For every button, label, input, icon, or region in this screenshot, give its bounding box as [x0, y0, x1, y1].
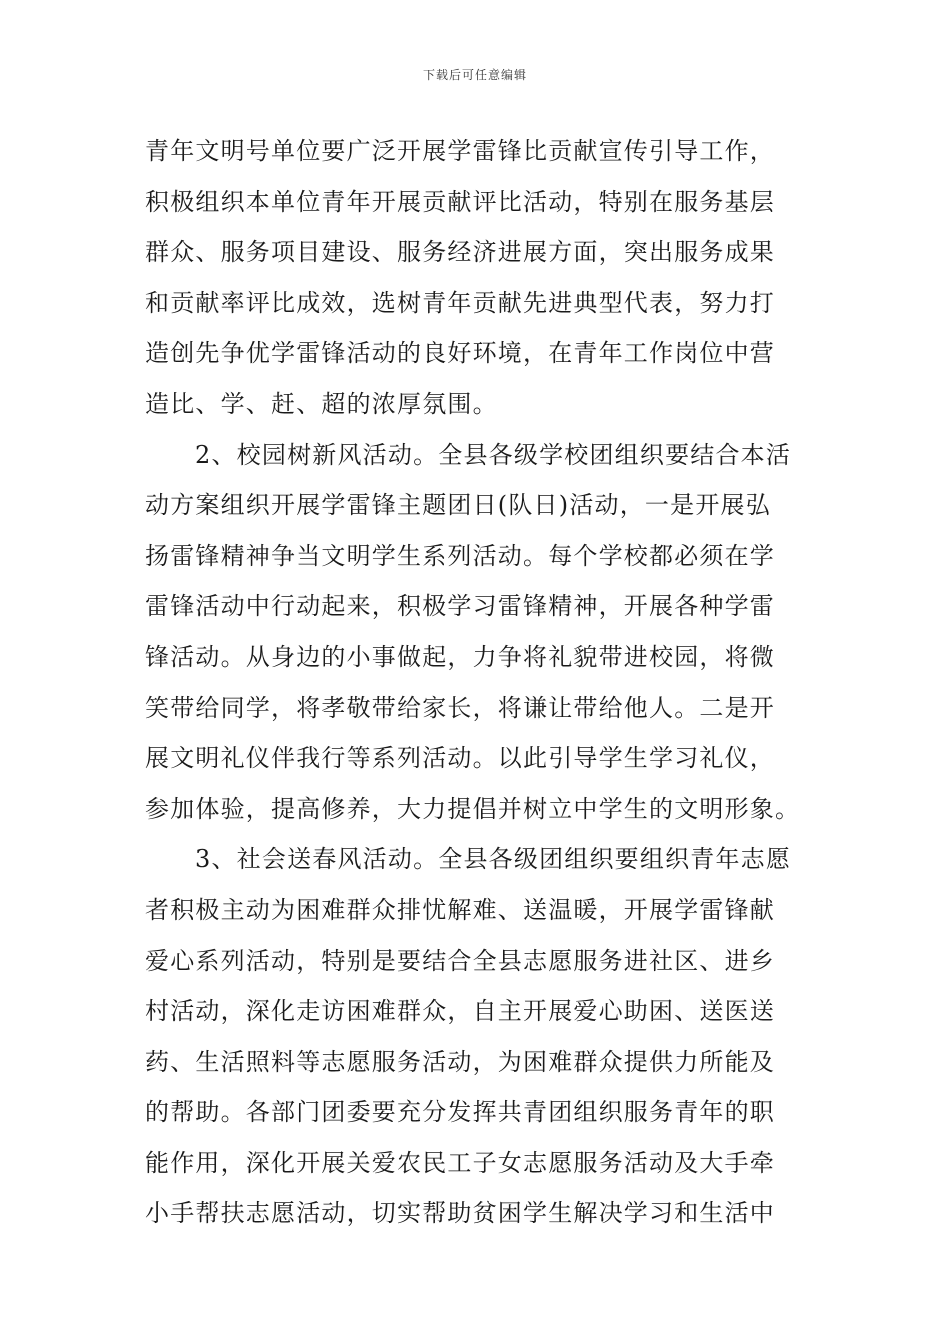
text-line: 锋活动。从身边的小事做起，力争将礼貌带进校园，将微 — [145, 642, 775, 671]
text-line: 和贡献率评比成效，选树青年贡献先进典型代表，努力打 — [145, 288, 775, 317]
text-line: 参加体验，提高修养，大力提倡并树立中学生的文明形象。 — [145, 794, 801, 823]
text-line: 展文明礼仪伴我行等系列活动。以此引导学生学习礼仪， — [145, 744, 775, 773]
text-line: 能作用，深化开展关爱农民工子女志愿服务活动及大手牵 — [145, 1148, 775, 1177]
paragraph-start-line: 2、校园树新风活动。全县各级学校团组织要结合本活 — [195, 440, 792, 469]
text-line: 积极组织本单位青年开展贡献评比活动，特别在服务基层 — [145, 187, 775, 216]
text-line: 爱心系列活动，特别是要结合全县志愿服务进社区、进乡 — [145, 946, 775, 975]
paragraph-start-line: 3、社会送春风活动。全县各级团组织要组织青年志愿 — [195, 845, 792, 874]
header-note: 下载后可任意编辑 — [422, 68, 527, 82]
text-line: 青年文明号单位要广泛开展学雷锋比贡献宣传引导工作， — [145, 137, 775, 165]
text-line: 造比、学、赶、超的浓厚氛围。 — [145, 389, 498, 418]
text-line: 者积极主动为困难群众排忧解难、送温暖，开展学雷锋献 — [145, 895, 775, 924]
text-line: 村活动，深化走访困难群众，自主开展爱心助困、送医送 — [145, 997, 775, 1026]
text-line: 造创先争优学雷锋活动的良好环境，在青年工作岗位中营 — [145, 339, 775, 368]
text-line: 群众、服务项目建设、服务经济进展方面，突出服务成果 — [145, 238, 775, 267]
document-body — [145, 126, 810, 1239]
text-line: 扬雷锋精神争当文明学生系列活动。每个学校都必须在学 — [145, 541, 775, 570]
text-line: 动方案组织开展学雷锋主题团日(队日)活动，一是开展弘 — [145, 491, 771, 520]
text-line: 小手帮扶志愿活动，切实帮助贫困学生解决学习和生活中 — [145, 1199, 775, 1228]
text-line: 雷锋活动中行动起来，积极学习雷锋精神，开展各种学雷 — [145, 592, 775, 621]
text-line: 的帮助。各部门团委要充分发挥共青团组织服务青年的职 — [145, 1098, 775, 1127]
text-line: 笑带给同学，将孝敬带给家长，将谦让带给他人。二是开 — [145, 693, 775, 722]
text-line: 药、生活照料等志愿服务活动，为困难群众提供力所能及 — [145, 1047, 775, 1076]
